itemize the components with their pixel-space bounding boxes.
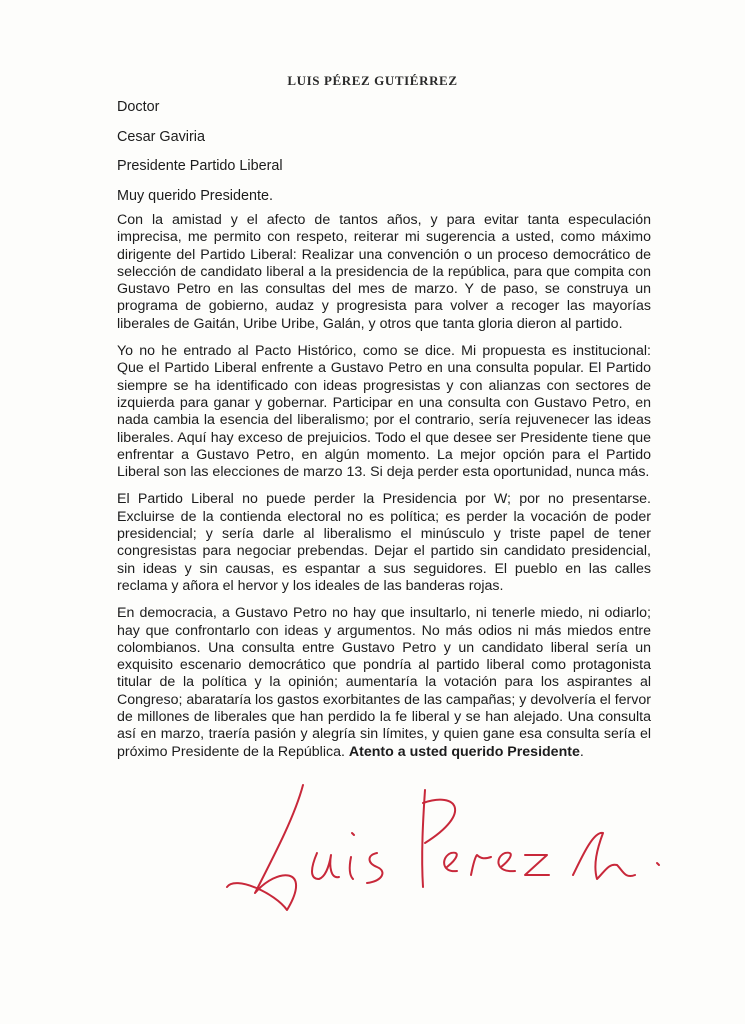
recipient-title: Doctor [117,99,160,115]
closing-line: Atento a usted querido Presidente [348,743,580,760]
signature-strokes [227,785,659,910]
recipient-name: Cesar Gaviria [117,128,205,145]
salutation-block [117,97,657,215]
paragraph-1: Con la amistad y el afecto de tantos años, y para evitar tanta especulación imprecisa, me permito con respeto, reiterar mi sugerencia a usted, como máximo dirigente del Partido Liberal: Realizar una convención o un proceso democrático de selección de candidato liberal a la presidencia de la república, para que compita con Gustavo Petro en las consultas del mes de marzo. Y de paso, se construya un programa de gobierno, audaz y progresista para volver a recoger las mayorías liberales de Gaitán, Uribe Uribe, Galán, y otros que tanta gloria dieron al partido. [117,212,651,332]
letter-body [117,212,651,771]
greeting: Muy querido Presidente. [117,187,273,204]
paragraph-4: En democracia, a Gustavo Petro no hay que insultarlo, ni tenerle miedo, ni odiarlo; hay que confrontarlo con ideas y argumentos. No más odios ni más miedos entre colombianos. Una consulta entre Gustavo Petro y un candidato liberal sería un exquisito escenario democrático que pondría al partido liberal como protagonista titular de la política y la opinión; aumentaría la votación para los aspirantes al Congreso; abarataría los gastos exorbitantes de las campañas; y devolvería el fervor de millones de liberales que han perdido la fe liberal y se han alejado. Una consulta así en marzo, traería pasión y alegría sin límites, y quien gane esa consulta sería el próximo Presidente de la República. Atento a usted querido Presidente. [117,605,651,760]
letterhead-name: LUIS PÉREZ GUTIÉRREZ [287,73,458,88]
paragraph-3: El Partido Liberal no puede perder la Presidencia por W; por no presentarse. Excluirse de la contienda electoral no es política; es perder la vocación de poder presidencial; y sería darle al liberalismo el minúsculo y triste papel de tener congresistas para negociar prebendas. Dejar el partido sin candidato presidencial, sin ideas y sin causas, es espantar a sus seguidores. El pueblo en las calles reclama y añora el hervor y los ideales de las banderas rojas. [117,491,651,594]
paragraph-2: Yo no he entrado al Pacto Histórico, como se dice. Mi propuesta es institucional: Que el Partido Liberal enfrente a Gustavo Petro en una consulta popular. El Partido siempre se ha identificado con ideas progresistas y con alianzas con sectores de izquierda para ganar y gobernar. Participar en una consulta con Gustavo Petro, en nada cambia la esencia del liberalismo; por el contrario, sería rejuvenecer las ideas liberales. Aquí hay exceso de prejuicios. Todo el que desee ser Presidente tiene que enfrentar a Gustavo Petro, en algún momento. La mejor opción para el Partido Liberal son las elecciones de marzo 13. Si deja perder esta oportunidad, nunca más. [117,343,651,481]
recipient-position: Presidente Partido Liberal [117,158,283,174]
handwritten-signature [225,775,685,925]
final-paragraph-text: En democracia, a Gustavo Petro no hay que insultarlo, ni tenerle miedo, ni odiarlo; hay que confrontarlo con ideas y argumentos. No más odios ni más miedos entre colombianos. Una consulta entre Gustavo Petro y un candidato liberal sería un exquisito escenario democrático que pondría al partido liberal como protagonista titular de la política y la opinión; aumentaría la votación para los aspirantes al Congreso; abarataría los gastos exorbitantes de las campañas; y devolvería el fervor de millones de liberales que han perdido la fe liberal y se han alejado. Una consulta así en marzo, traería pasión y alegría sin límites, y quien gane esa consulta sería el próximo Presidente de la República. [117,605,651,760]
